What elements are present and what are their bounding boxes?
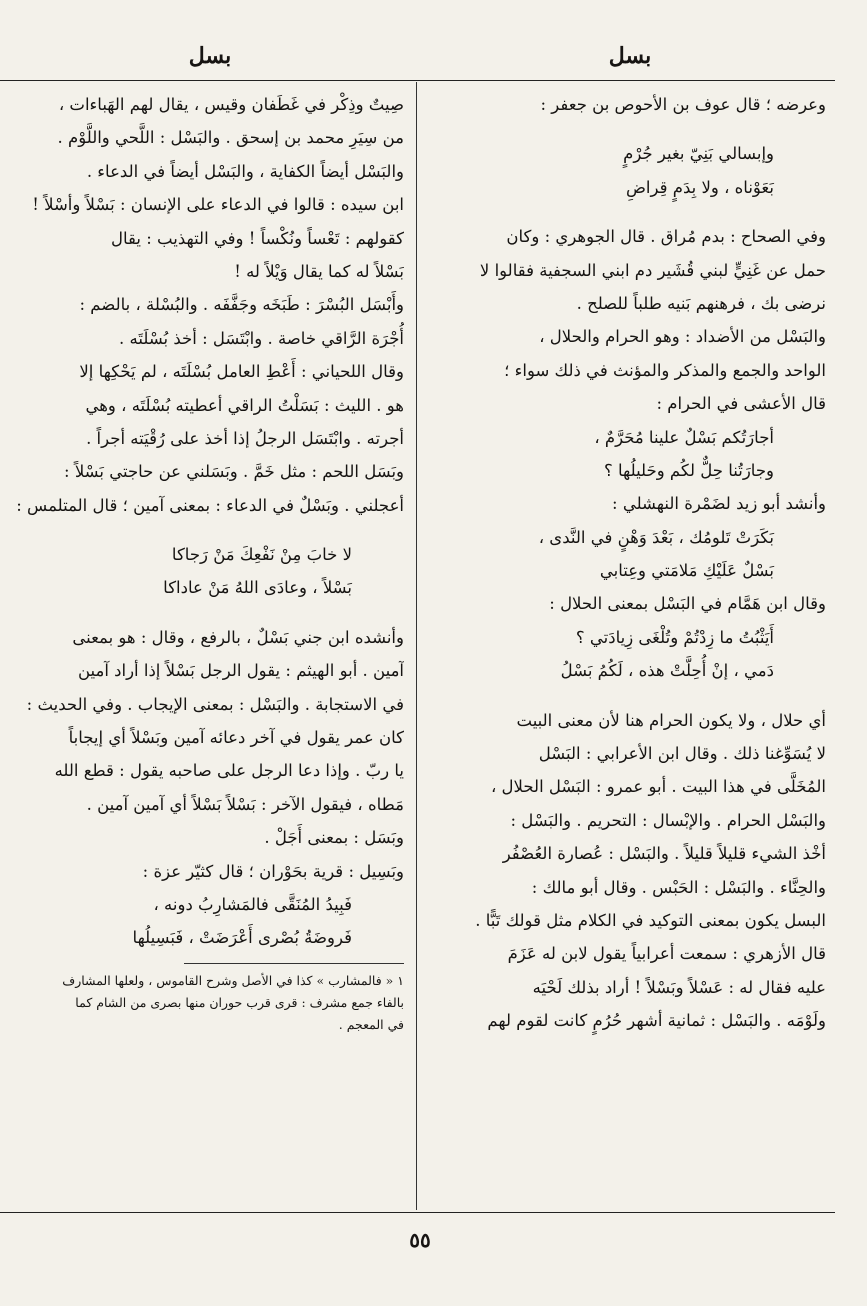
paragraph-gap [4,605,404,621]
text-line: صِيتٌ وذِكْر في غَطَفان وقيس ، يقال لهم الهَباءات ، [58,95,404,114]
header-word-left: بسل [188,43,232,69]
header-rule [0,80,835,81]
text-line: نرضى بك ، فرهنهم بَنيه طلباً للصلح . [576,293,826,313]
verse-line [428,554,826,587]
paragraph-gap [428,121,826,137]
verse-line [4,538,404,571]
text-line: أجرته . وابْتَسَل الرجلُ إذا أخذ على رُقْيَته أجراً . [86,428,404,448]
text-line: وأنشد أبو زيد لضَمْرة النهشلي : [612,494,826,514]
verse-text: بَسْلٌ عَلَيْكِ مَلامَتي وعِتابي [599,561,774,581]
paragraph-gap [4,522,404,538]
paragraph-gap [428,204,826,220]
text-line: أي حلال ، ولا يكون الحرام هنا لأن معنى البيت [516,710,826,730]
verse-text: فَبِيدُ المُنَقَّى فالمَشارِبُ دونه ، [153,894,352,914]
verse-line [428,654,826,687]
right-column [428,88,826,1038]
verse-line [4,921,404,954]
verse-text: أَيَثْبُتُ ما زِدْتُمْ وتُلْغَى زِيادَتي ؟ [575,627,774,647]
text-line: مَطاه ، فيقول الآخر : بَسْلاً بَسْلاً أي آمين آمين . [86,794,404,814]
text-line: ولَوْمَه . والبَسْل : ثمانية أشهر حُرُمٍ كانت لقوم لهم [487,1011,826,1031]
text-line: يا ربّ . وإذا دعا الرجل على صاحبه يقول : قطع الله [54,761,404,781]
verse-text: لا خابَ مِنْ نَفْعِكَ مَنْ رَجاكا [171,545,352,565]
verse-text: وإبسالي بَنِيّ بغير جُرْمٍ [623,144,774,164]
paragraph-gap [428,688,826,704]
page-number: ٥٥ [409,1228,431,1252]
verse-line [428,137,826,170]
text-line: بَسْلاً له كما يقال وَيْلاً له ! [234,261,404,281]
verse-text: بَكَرَتْ تَلومُك ، بَعْدَ وَهْنٍ في النَّدى ، [538,527,774,547]
text-line: وأنشده ابن جني بَسْلٌ ، بالرفع ، وقال : هو بمعنى [72,627,404,647]
text-line: وعرضه ؛ قال عوف بن الأحوص بن جعفر : [540,95,826,114]
text-line: وبَسِيل : قرية بحَوْران ؛ قال كثيّر عزة : [142,861,404,881]
text-line: لا يُسَوِّغنا ذلك . وقال ابن الأعرابي : البَسْل [538,744,826,764]
text-line: وفي الصحاح : بدم مُراق . قال الجوهري : وكان [506,227,826,247]
text-line: قال الأعشى في الحرام : [656,394,826,414]
text-line: والبَسْل من الأضداد : وهو الحرام والحلال ، [539,327,826,347]
text-line: وقال اللحياني : أَعْطِ العامل بُسْلَتَه ، لم يَحْكِها إلا [79,362,404,382]
text-line: أعجلني . وبَسْلٌ في الدعاء : بمعنى آمين ؛ قال المتلمس : [16,495,404,515]
text-line: من سِيَرِ محمد بن إسحق . والبَسْل : اللَّحي واللَّوْم . [57,128,404,148]
text-line: البسل يكون بمعنى التوكيد في الكلام مثل قولك تَبًّا . [475,910,826,930]
verse-line [428,454,826,487]
verse-text: دَمي ، إنْ أُحِلَّتْ هذه ، لَكُمُ بَسْلُ [560,661,774,681]
text-line: وبَسَل : بمعنى أَجَلْ . [264,828,404,848]
text-line: ابن سيده : قالوا في الدعاء على الإنسان : بَسْلاً وأسْلاً ! [32,195,404,215]
text-line: وقال ابن هَمَّام في البَسْل بمعنى الحلال : [549,594,826,614]
verse-text: بَعَوْناه ، ولا بِدَمٍ قِراضِ [625,177,774,197]
text-line: والحِنَّاء . والبَسْل : الحَبْس . وقال أبو مالك : [531,877,826,897]
text-line: وأَبْسَل البُسْرَ : طَبَخَه وجَفَّفَه . والبُسْلة ، بالضم : [79,295,404,315]
footnote-line: في المعجم . [338,1016,404,1032]
text-line: كقولهم : تَعْساً ونُكْساً ! وفي التهذيب : يقال [111,228,404,248]
verse-line [4,888,404,921]
text-line: حمل عن غَنِيٍّ لبني قُشَير دم ابني السجفية فقالوا لا [479,260,826,280]
verse-text: أجارَتُكم بَسْلٌ علينا مُحَرَّمٌ ، [594,427,774,447]
verse-line [428,171,826,204]
text-line: كان عمر يقول في آخر دعائه آمين وبَسْلاً أي إيجاباً [68,728,404,748]
text-line: والبَسْل أيضاً الكفاية ، والبَسْل أيضاً في الدعاء . [86,161,404,181]
text-line: المُخَلَّى في هذا البيت . أبو عمرو : البَسْل الحلال ، [490,777,826,797]
verse-text: وجارَتُنا حِلٌّ لكُم وحَليلُها ؟ [603,460,774,480]
text-line: آمين . أبو الهيثم : يقول الرجل بَسْلاً إذا أراد آمين [77,661,404,681]
text-line: عليه فقال له : عَسْلاً وبَسْلاً ! أراد بذلك لَحْيَه [532,977,826,997]
text-line: والبَسْل الحرام . والإبْسال : التحريم . والبَسْل : [510,810,826,830]
column-divider [416,82,417,1210]
verse-line [428,521,826,554]
verse-text: فَروضَةُ بُصْرى أَعْرَضَتْ ، فَبَسِيلُها [132,928,352,948]
verse-line [428,421,826,454]
verse-line [4,571,404,604]
footnote-line: بالفاء جمع مشرف : قرى قرب حوران منها بصرى من الشام كما [75,994,404,1010]
text-line: قال الأزهري : سمعت أعرابياً يقول لابن له عَزَمَ [507,944,826,964]
footnote-line: ١ « فالمشارب » كذا في الأصل وشرح القاموس ، ولعلها المشارف [62,972,404,988]
footnote-rule [184,963,404,964]
text-line: وبَسَل اللحم : مثل خَمَّ . وبَسَلني عن حاجتي بَسْلاً : [64,462,404,482]
verse-text: بَسْلاً ، وعادَى اللهُ مَنْ عاداكا [163,578,352,598]
text-line: الواحد والجمع والمذكر والمؤنث في ذلك سواء ؛ [504,360,826,380]
text-line: في الاستجابة . والبَسْل : بمعنى الإيجاب . وفي الحديث : [26,694,404,714]
text-line: هو . الليث : بَسَلْتُ الراقي أعطيته بُسْلَتَه ، وهي [85,395,404,415]
text-line: أُجْرَة الرَّاقي خاصة . وابْتَسَل : أخذ بُسْلَتَه . [119,328,404,348]
text-line: أخْذ الشيء قليلاً قليلاً . والبَسْل : عُصارة العُصْفُر [502,844,826,864]
footer-rule [0,1212,835,1213]
header-word-right: بسل [608,43,652,69]
left-column [4,88,404,1036]
verse-line [428,621,826,654]
